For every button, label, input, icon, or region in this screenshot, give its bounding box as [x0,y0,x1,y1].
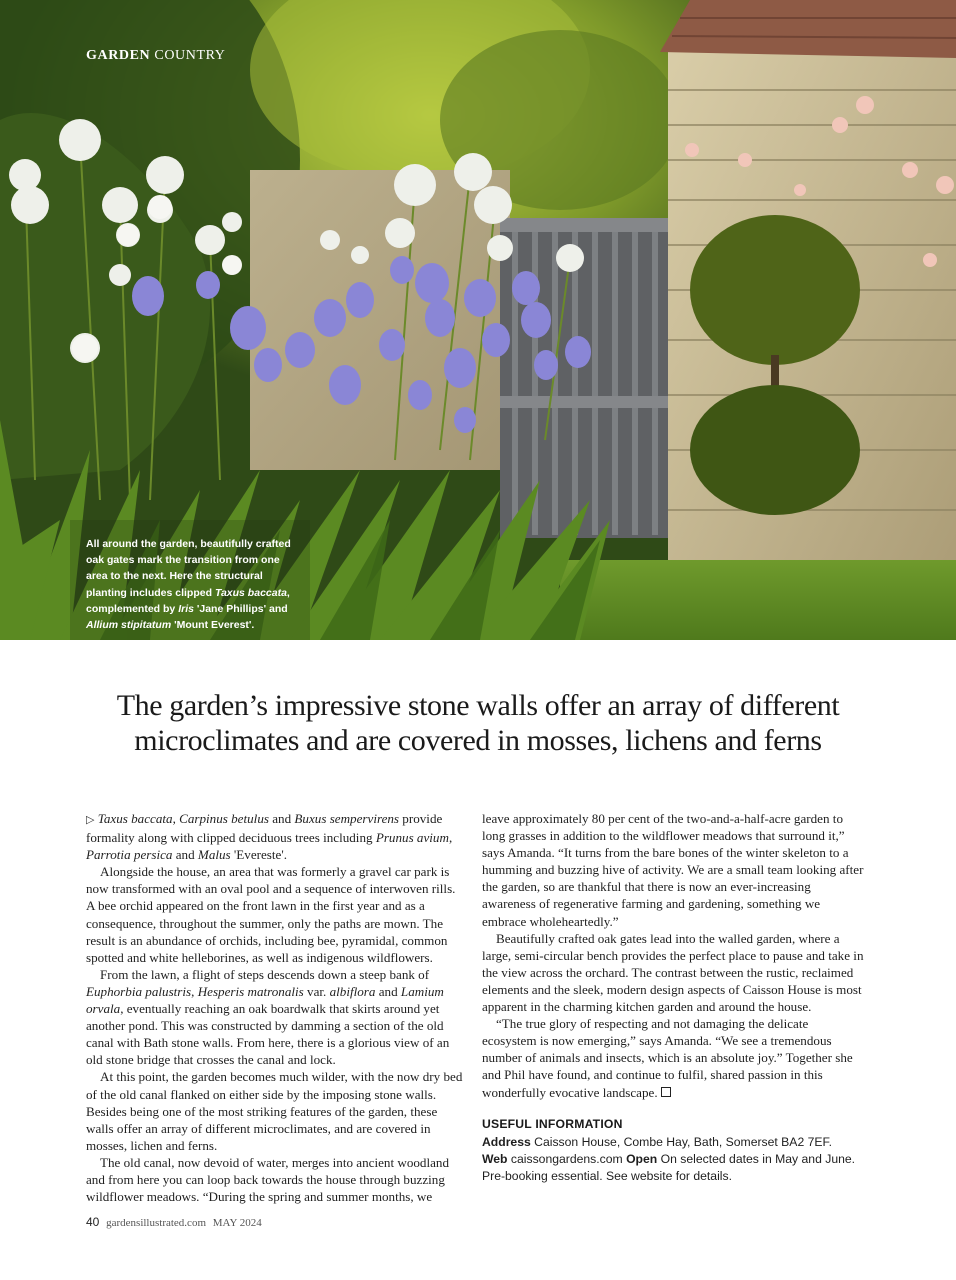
tiled-roof [660,0,956,58]
article-paragraph: From the lawn, a flight of steps descends down a steep bank of Euphorbia palustris, Hesperis matronalis var. albiflora and Lamium orvala, eventually reaching an oak boardwalk that skirts around yet another pond. This was constructed by damming a section of the old canal with Bath stone walls. From here, there is a glorious view of an old stone bridge that crosses the canal and lock. [86,966,450,1068]
open-label: Open [626,1151,658,1166]
section-label-rest: COUNTRY [154,48,226,63]
caption-text: 'Jane Phillips' and [193,602,288,615]
caption-italic: Taxus baccata [214,586,287,599]
web-label: Web [482,1151,508,1166]
article-paragraph: ▷ Taxus baccata, Carpinus betulus and Buxus sempervirens provide formality along with clipped deciduous trees including Prunus avium, Parrotia persica and Malus 'Evereste'. [86,811,453,863]
pull-quote-line: The garden’s impressive stone walls offer an array of different [116,689,840,722]
article-paragraph: “The true glory of respecting and not damaging the delicate ecosystem is now emerging,” says Amanda. “We see a tremendous number of animals and insects, which is an absolute joy.” Together she and Phil have found, and continue to fulfil, shared passion in this wonderfully evocative landscape. [482,1016,853,1100]
caption-italic: Iris [178,602,194,615]
article-paragraph: Alongside the house, an area that was formerly a gravel car park is now transformed with an oval pool and a sequence of interwoven rills. A bee orchid appeared on the front lawn in the first year and as a consequence, throughout the summer, only the paths are mown. The result is an abundance of orchids, including bee, pyramidal, common spotted and white helleborines, as well as indigenous wildflowers. [86,864,456,965]
article-paragraph: At this point, the garden becomes much wilder, with the now dry bed of the old canal flanked on either side by the imposing stone walls. Besides being one of the most striking features of the garden, these walls offer an array of different microclimates, and are covered in mosses, lichen and ferns. [86,1069,463,1153]
article-paragraph: Beautifully crafted oak gates lead into the walled garden, where a large, semi-circular bench provides the perfect place to pause and take in the view across the orchard. The contrast between the rustic, reclaimed elements and the sleek, modern design aspects of Caisson House is most apparent in the charming kitchen garden and around the house. [482,930,864,1015]
oak-gate [500,218,668,538]
caption-text: All around the garden, beautifully crafted oak gates mark the transition from one area to the next. Here the structural planting includes clipped [86,538,291,599]
open-value: On selected dates in May and June. Pre-booking essential. See website for details. [482,1151,856,1183]
article-paragraph: leave approximately 80 per cent of the two-and-a-half-acre garden to long grasses in addition to the wildflower meadows that surround it,” says Amanda. “It turns from the bare bones of the winter skeleton to a humming and buzzing hive of activity. We are a small team looking after the garden, so are thankful that there is now an ever-increasing awareness of regenerative farming and gardening, something we embrace wholeheartedly.” [482,811,864,929]
article-paragraph: The old canal, now devoid of water, merges into ancient woodland and from here you can loop back towards the house through buzzing wildflower meadows. “During the spring and summer months, we [86,1154,450,1205]
caption-text: 'Mount Everest'. [171,619,255,632]
section-label [86,48,226,64]
useful-info-heading: USEFUL INFORMATION [482,1116,623,1131]
page-number: 40 [86,1215,100,1229]
address-label: Address [482,1134,531,1149]
footer-issue: MAY 2024 [212,1217,262,1229]
footer-site[interactable]: gardensillustrated.com [106,1217,206,1229]
article-column-right [482,810,864,1185]
continued-arrow-icon: ▷ [86,814,95,826]
section-label-bold: GARDEN [86,48,151,63]
pull-quote [80,688,876,758]
page-footer [86,1215,262,1229]
caption-italic: Allium stipitatum [86,619,172,632]
useful-info-body [482,1134,864,1185]
caption-text: , complemented by [86,586,290,615]
pull-quote-line: microclimates and are covered in mosses, lichens and ferns [134,724,822,757]
end-mark-icon [661,1087,671,1097]
web-link[interactable]: caissongardens.com [507,1151,627,1166]
topiary-upper [690,215,860,365]
address-value: Caisson House, Combe Hay, Bath, Somerset BA2 7EF. [530,1134,832,1149]
article-column-left [86,810,464,1205]
topiary-lower [690,385,860,515]
photo-caption [86,536,296,633]
